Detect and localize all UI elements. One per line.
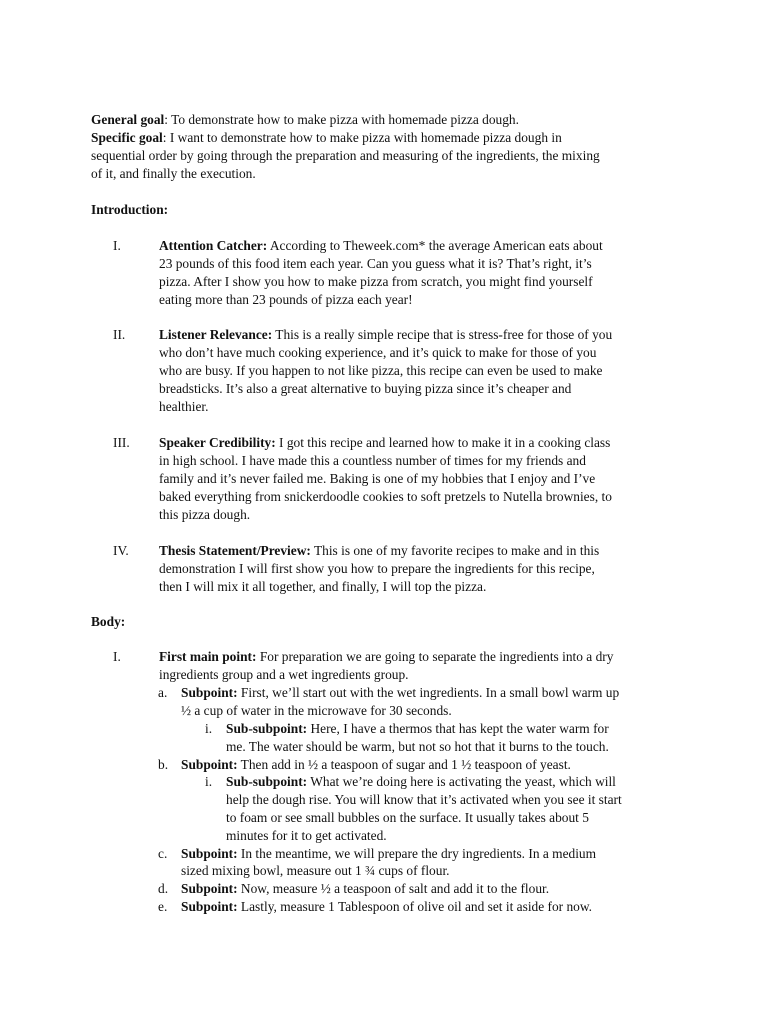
- subpoint-label: Subpoint:: [181, 881, 238, 896]
- intro-item-text: this pizza dough.: [159, 507, 251, 522]
- subsubpoint-marker: i.: [205, 774, 213, 789]
- intro-item-text: breadsticks. It’s also a great alternative to buying pizza since it’s cheaper and: [159, 381, 572, 396]
- subpoint-marker: e.: [158, 899, 168, 914]
- intro-item-text: who are busy. If you happen to not like pizza, this recipe can even be used to make: [159, 363, 603, 378]
- subpoint-text: In the meantime, we will prepare the dry ingredients. In a medium: [237, 846, 597, 861]
- subpoint-label: Subpoint:: [181, 685, 238, 700]
- intro-item-text: pizza. After I show you how to make pizza from scratch, you might find yourself: [159, 274, 593, 289]
- intro-numeral: II.: [113, 327, 126, 342]
- intro-item-line: [159, 434, 610, 452]
- intro-item-text: healthier.: [159, 399, 209, 414]
- subpoint-marker: c.: [158, 846, 168, 861]
- subpoint-text: Now, measure ½ a teaspoon of salt and add it to the flour.: [237, 881, 550, 896]
- specific-goal-line: [91, 129, 562, 147]
- subpoint-text: Lastly, measure 1 Tablespoon of olive oil and set it aside for now.: [237, 899, 593, 914]
- subsubpoint-marker: i.: [205, 721, 213, 736]
- subsubpoint-line: [226, 720, 609, 738]
- intro-item-text: in high school. I have made this a countless number of times for my friends and: [159, 453, 586, 468]
- intro-item-text: baked everything from snickerdoodle cookies to soft pretzels to Nutella brownies, to: [159, 489, 612, 504]
- subpoint-label: Subpoint:: [181, 899, 238, 914]
- intro-item-text: This is a really simple recipe that is stress-free for those of you: [272, 327, 613, 342]
- intro-item-text: then I will mix it all together, and finally, I will top the pizza.: [159, 579, 487, 594]
- body-heading: Body:: [91, 614, 126, 629]
- intro-item-text: 23 pounds of this food item each year. Can you guess what it is? That’s right, it’s: [159, 256, 592, 271]
- intro-item-text: This is one of my favorite recipes to make and in this: [310, 543, 600, 558]
- subpoint-line: [181, 898, 592, 916]
- specific-goal-text: sequential order by going through the preparation and measuring of the ingredients, the mixing: [91, 148, 600, 163]
- subsubpoint-text: minutes for it to get activated.: [226, 828, 387, 843]
- intro-item-line: [159, 237, 603, 255]
- main-point-label: First main point:: [159, 649, 257, 664]
- intro-item-text: who don’t have much cooking experience, and it’s quick to make for those of you: [159, 345, 597, 360]
- subpoint-text: First, we’ll start out with the wet ingredients. In a small bowl warm up: [237, 685, 620, 700]
- intro-item-text: eating more than 23 pounds of pizza each year!: [159, 292, 413, 307]
- subpoint-marker: a.: [158, 685, 168, 700]
- intro-item-text: demonstration I will first show you how to prepare the ingredients for this recipe,: [159, 561, 595, 576]
- intro-item-label: Attention Catcher:: [159, 238, 268, 253]
- subsubpoint-text: What we’re doing here is activating the yeast, which will: [307, 774, 616, 789]
- intro-item-line: [159, 542, 599, 560]
- subpoint-text: sized mixing bowl, measure out 1 ¾ cups of flour.: [181, 863, 450, 878]
- intro-item-label: Thesis Statement/Preview:: [159, 543, 311, 558]
- subsubpoint-text: Here, I have a thermos that has kept the water warm for: [307, 721, 609, 736]
- intro-item-text: According to Theweek.com* the average American eats about: [267, 238, 603, 253]
- intro-numeral: IV.: [113, 543, 129, 558]
- subpoint-line: [181, 880, 549, 898]
- specific-goal-label: Specific goal: [91, 130, 163, 145]
- subpoint-line: [181, 845, 596, 863]
- general-goal-line: [91, 111, 519, 129]
- subsubpoint-label: Sub-subpoint:: [226, 721, 308, 736]
- subsubpoint-label: Sub-subpoint:: [226, 774, 308, 789]
- subsubpoint-text: to foam or see small bubbles on the surface. It usually takes about 5: [226, 810, 589, 825]
- main-point-numeral: I.: [113, 649, 121, 664]
- main-point-text: For preparation we are going to separate the ingredients into a dry: [256, 649, 614, 664]
- subpoint-marker: d.: [158, 881, 169, 896]
- subsubpoint-line: [226, 773, 616, 791]
- specific-goal-text: of it, and finally the execution.: [91, 166, 256, 181]
- introduction-heading: Introduction:: [91, 202, 169, 217]
- intro-item-label: Speaker Credibility:: [159, 435, 276, 450]
- intro-item-text: I got this recipe and learned how to make it in a cooking class: [275, 435, 611, 450]
- subpoint-marker: b.: [158, 757, 169, 772]
- subpoint-text: ½ a cup of water in the microwave for 30 seconds.: [181, 703, 452, 718]
- main-point-text: ingredients group and a wet ingredients group.: [159, 667, 409, 682]
- main-point-line: [159, 648, 613, 666]
- subpoint-line: [181, 756, 571, 774]
- subpoint-text: Then add in ½ a teaspoon of sugar and 1 ½ teaspoon of yeast.: [237, 757, 571, 772]
- intro-item-text: family and it’s never failed me. Baking is one of my hobbies that I enjoy and I’ve: [159, 471, 596, 486]
- intro-numeral: I.: [113, 238, 121, 253]
- intro-item-label: Listener Relevance:: [159, 327, 273, 342]
- subpoint-line: [181, 684, 619, 702]
- subpoint-label: Subpoint:: [181, 757, 238, 772]
- general-goal-text: : To demonstrate how to make pizza with homemade pizza dough.: [164, 112, 519, 127]
- subsubpoint-text: help the dough rise. You will know that it’s activated when you see it start: [226, 792, 622, 807]
- general-goal-label: General goal: [91, 112, 165, 127]
- specific-goal-text: : I want to demonstrate how to make pizza with homemade pizza dough in: [162, 130, 562, 145]
- subpoint-label: Subpoint:: [181, 846, 238, 861]
- intro-numeral: III.: [113, 435, 130, 450]
- intro-item-line: [159, 326, 612, 344]
- subsubpoint-text: me. The water should be warm, but not so hot that it burns to the touch.: [226, 739, 609, 754]
